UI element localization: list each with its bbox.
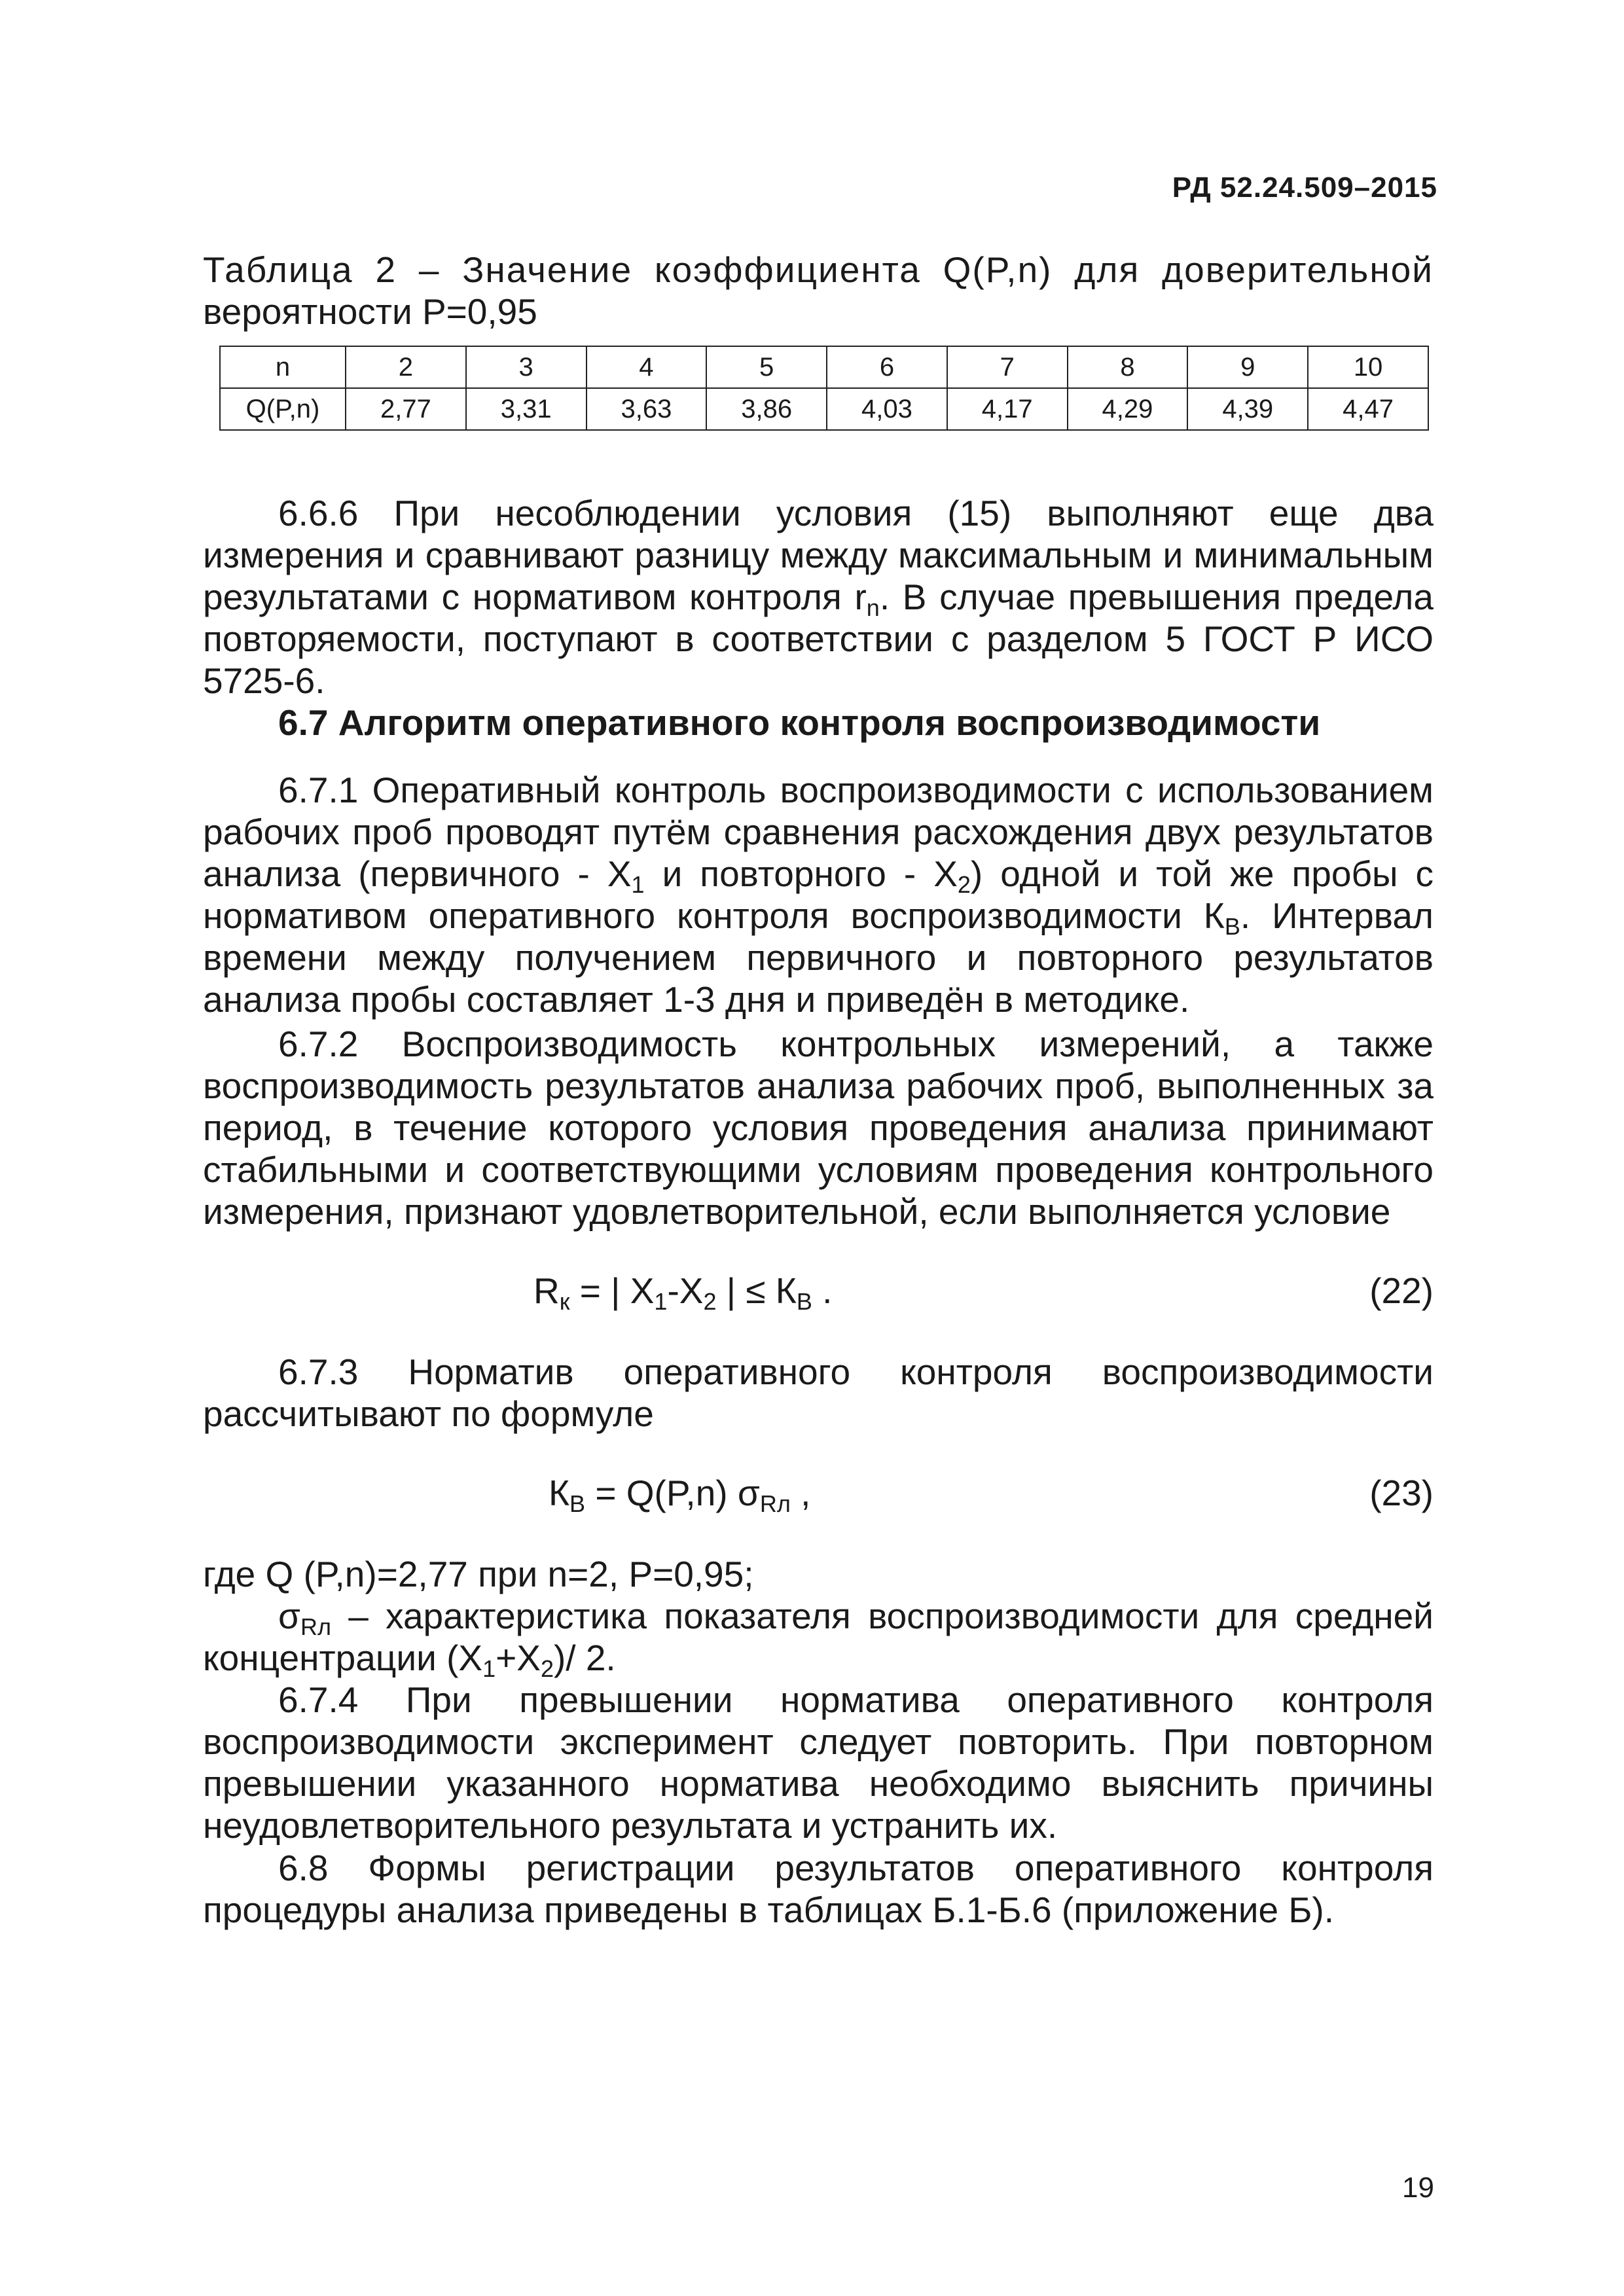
p671-t1: 6.7.1 Оперативный контроль воспроизводимости с использованием рабочих проб проводят путём сравнения расхождения двух результатов анализа (первичного - Х [203,770,1434,894]
p671-t4: . Интервал времени между получением первичного и повторного результатов анализа пробы составляет 1-3 дня и приведён в методике. [203,895,1434,1020]
table-row-q [220,388,1428,430]
document-code: РД 52.24.509–2015 [1172,171,1437,204]
coefficient-table [219,346,1429,431]
sigma-s1: 1 [482,1655,496,1682]
q-cell: 4,39 [1187,388,1308,430]
paragraph-6-7-3: 6.7.3 Норматив оперативного контроля воспроизводимости рассчитывают по формуле [203,1352,1434,1434]
p671-s2: 2 [957,871,971,898]
q-cell: 2,77 [346,388,466,430]
p666-text-b: . В случае превышения предела повторяемости, поступают в соответствии с разделом 5 ГОСТ Р ИСО 5725-6. [203,577,1434,701]
n-cell: 6 [827,346,947,388]
f23-k: К [549,1473,570,1513]
f22-minus: -Х [667,1270,704,1311]
table-caption-line1: Таблица 2 – Значение коэффициента Q(P,n) для доверительной [203,249,1434,290]
formula-22-number: (22) [1369,1270,1434,1311]
paragraph-6-7-1 [203,769,1434,1020]
f23-end: , [790,1473,811,1513]
sigma-d2: +Х [496,1638,541,1678]
f22-le: | ≤ К [716,1270,797,1311]
n-cell: 7 [947,346,1068,388]
n-cell: 5 [706,346,827,388]
f22-r: R [533,1270,560,1311]
n-cell: 4 [586,346,707,388]
p666-sub: n [866,594,880,621]
sigma-sub: Rл [300,1613,331,1640]
sigma-d1: – характеристика показателя воспроизводимости для средней концентрации (Х [203,1596,1434,1678]
q-cell: 3,31 [466,388,586,430]
sigma-definition [203,1595,1434,1682]
table-caption-line2: вероятности Р=0,95 [203,291,537,332]
formula-23 [203,1472,1434,1517]
f22-k-sub: В [796,1288,812,1315]
paragraph-6-7-4: 6.7.4 При превышении норматива оперативного контроля воспроизводимости эксперимент следует повторить. При повторном превышении указанного норматива необходимо выяснить причины неудовлетворительного результата и устранить их. [203,1679,1434,1846]
f22-r-sub: к [559,1288,570,1315]
n-cell: 3 [466,346,586,388]
n-cell: 9 [1187,346,1308,388]
p671-s3: В [1224,913,1240,940]
table-caption [203,249,1434,332]
section-title-6-7: 6.7 Алгоритм оперативного контроля воспроизводимости [278,702,1321,743]
n-cell: 10 [1308,346,1428,388]
paragraph-6-6-6 [203,492,1434,702]
p671-s1: 1 [631,871,645,898]
sigma-d3: )/ 2. [553,1638,616,1678]
f22-end: . [812,1270,833,1311]
table-row-n [220,346,1428,388]
q-cell: 3,86 [706,388,827,430]
f22-s2: 2 [703,1288,717,1315]
page-number: 19 [1402,2172,1434,2204]
where-line: где Q (P,n)=2,77 при n=2, Р=0,95; [203,1554,754,1594]
p666-text-a: 6.6.6 При несоблюдении условия (15) выполняют еще два измерения и сравнивают разницу между максимальным и минимальным результатами с нормативом контроля r [203,493,1434,617]
q-cell: 4,29 [1068,388,1188,430]
row-label-q: Q(P,n) [220,388,346,430]
n-cell: 8 [1068,346,1188,388]
q-cell: 3,63 [586,388,707,430]
f22-s1: 1 [654,1288,668,1315]
paragraph-6-7-2: 6.7.2 Воспроизводимость контрольных измерений, а также воспроизводимость результатов анализа рабочих проб, выполненных за период, в течение которого условия проведения анализа принимают стабильными и соответствующими условиям проведения контрольного измерения, признают удовлетворительной, если выполняется условие [203,1024,1434,1232]
formula-23-expression [549,1472,811,1517]
formula-22 [203,1270,1434,1315]
q-cell: 4,17 [947,388,1068,430]
p671-t3: ) одной и той же пробы с нормативом оперативного контроля воспроизводимости К [203,853,1434,936]
q-cell: 4,03 [827,388,947,430]
p671-t2: и повторного - Х [644,853,958,894]
paragraph-6-8: 6.8 Формы регистрации результатов оперативного контроля процедуры анализа приведены в таблицах Б.1-Б.6 (приложение Б). [203,1848,1434,1930]
row-label-n: n [220,346,346,388]
n-cell: 2 [346,346,466,388]
q-cell: 4,47 [1308,388,1428,430]
f23-k-sub: В [569,1490,586,1517]
formula-22-expression [533,1270,833,1315]
f22-mid: = | Х [569,1270,655,1311]
sigma-symbol: σ [278,1596,300,1636]
formula-23-number: (23) [1369,1473,1434,1513]
f23-sigma-sub: Rл [759,1490,791,1517]
f23-mid: = Q(P,n) σ [585,1473,760,1513]
sigma-s2: 2 [540,1655,554,1682]
